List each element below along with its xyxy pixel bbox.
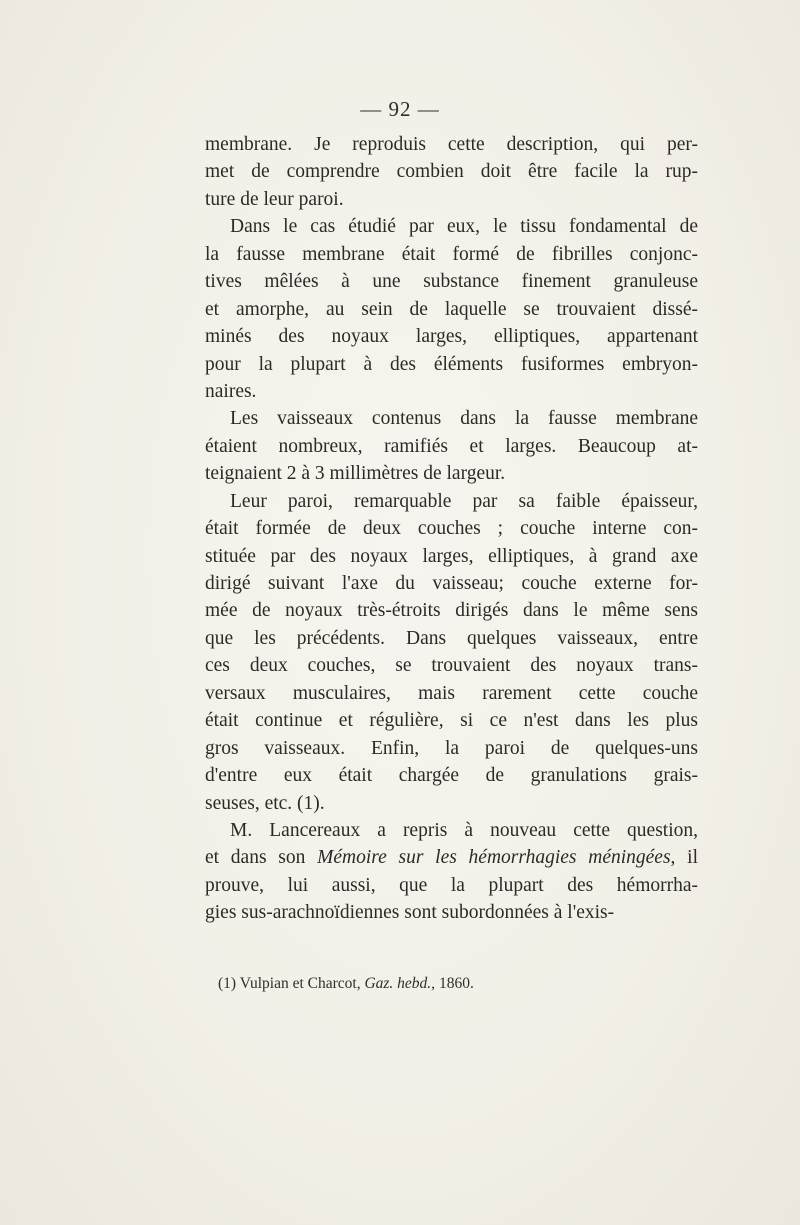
text-line: mée de noyaux très-étroits dirigés dans le même sens xyxy=(205,600,698,622)
text-line: gros vaisseaux. Enfin, la paroi de quelques-uns xyxy=(205,737,698,759)
footnote xyxy=(218,975,474,993)
title-reference: Mémoire sur les hémorrhagies méningées xyxy=(317,847,671,869)
text-line: gies sus-arachnoïdiennes sont subordonnées à l'exis- xyxy=(205,902,615,924)
text-line: pour la plupart à des éléments fusiformes embryon- xyxy=(205,353,698,375)
text-line: naires. xyxy=(205,380,257,402)
text-line: membrane. Je reproduis cette description, qui per- xyxy=(205,134,698,155)
text-line: versaux musculaires, mais rarement cette couche xyxy=(205,682,698,704)
text-line: était continue et régulière, si ce n'est dans les plus xyxy=(205,710,698,732)
text-line: était formée de deux couches ; couche interne con- xyxy=(205,518,698,540)
text-line: ces deux couches, se trouvaient des noyaux trans- xyxy=(205,655,698,677)
text-line: et dans son Mémoire sur les hémorrhagies méningées, il xyxy=(205,847,698,869)
text-line: seuses, etc. (1). xyxy=(205,792,325,814)
text-line: stituée par des noyaux larges, elliptiques, à grand axe xyxy=(205,545,698,567)
text-line: dirigé suivant l'axe du vaisseau; couche externe for- xyxy=(205,573,698,594)
text-line: M. Lancereaux a repris à nouveau cette question, xyxy=(230,819,698,841)
page-number: — 92 — xyxy=(360,97,440,121)
body-text xyxy=(205,131,698,927)
text-line: étaient nombreux, ramifiés et larges. Beaucoup at- xyxy=(205,435,698,457)
text-line: d'entre eux était chargée de granulations grais- xyxy=(205,765,698,787)
text-line: que les précédents. Dans quelques vaisseaux, entre xyxy=(205,627,698,649)
text-line: Les vaisseaux contenus dans la fausse membrane xyxy=(230,408,698,430)
text-line: minés des noyaux larges, elliptiques, appartenant xyxy=(205,326,698,348)
text-line: Leur paroi, remarquable par sa faible épaisseur, xyxy=(230,490,698,512)
text-line: ture de leur paroi. xyxy=(205,188,344,210)
footnote-journal: Gaz. hebd., xyxy=(364,975,436,992)
text-line: teignaient 2 à 3 millimètres de largeur. xyxy=(205,463,506,485)
text-line: la fausse membrane était formé de fibrilles conjonc- xyxy=(205,243,698,265)
text-line: tives mêlées à une substance finement granuleuse xyxy=(205,271,698,293)
text-line: Dans le cas étudié par eux, le tissu fondamental de xyxy=(230,216,698,238)
text-line: prouve, lui aussi, que la plupart des hémorrha- xyxy=(205,874,698,896)
footnote-marker: (1) xyxy=(218,975,237,992)
footnote-year: 1860. xyxy=(438,975,474,992)
footnote-authors: Vulpian et Charcot, xyxy=(239,975,361,992)
text-line: et amorphe, au sein de laquelle se trouvaient dissé- xyxy=(205,298,698,320)
text-line: met de comprendre combien doit être facile la rup- xyxy=(205,161,698,183)
